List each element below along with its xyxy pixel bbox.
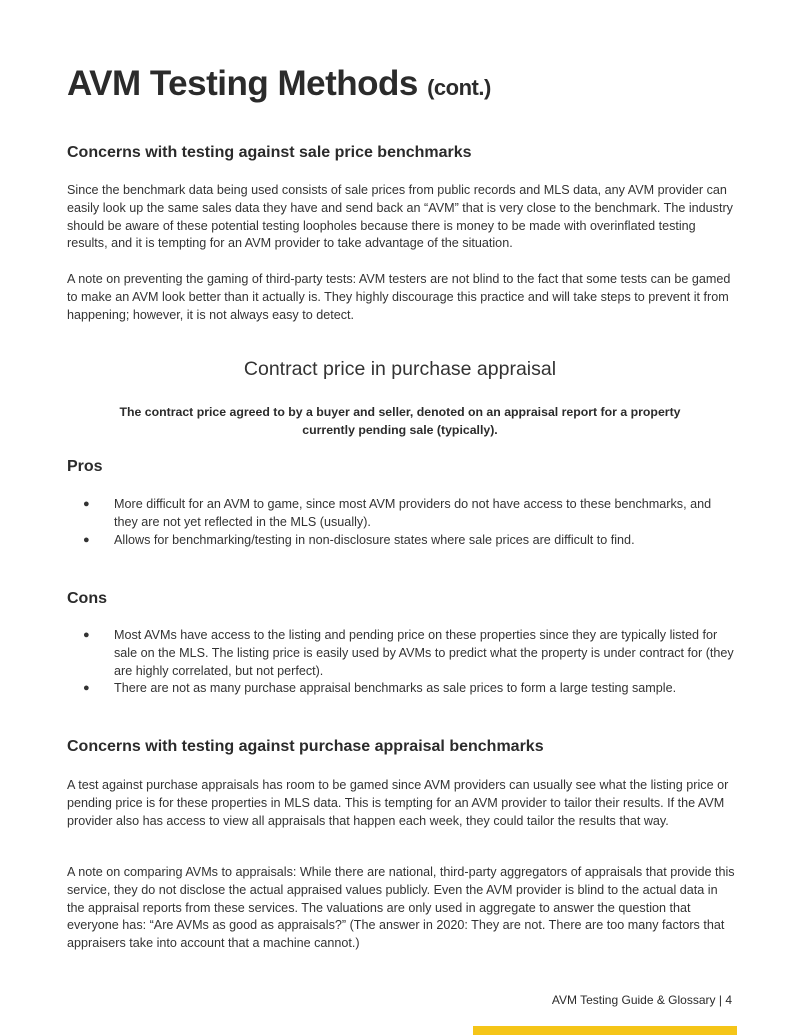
bullet-icon: ● — [83, 682, 90, 695]
cons-item-2-text: There are not as many purchase appraisal benchmarks as sale prices to form a large testing sample. — [114, 681, 677, 696]
contract-price-title: Contract price in purchase appraisal — [243, 358, 557, 380]
cons-heading: Cons — [67, 590, 107, 607]
sale-price-concerns-paragraph-2: A note on preventing the gaming of third-party tests: AVM testers are not blind to the fact that some tests can be gamed to make an AVM look better than it actually is. They highly discourage this practice and will take steps to prevent it from happening; however, it is not always easy to detect. — [67, 272, 731, 322]
pros-heading: Pros — [67, 458, 103, 475]
sale-price-concerns-paragraph-1: Since the benchmark data being used consists of sale prices from public records and MLS data, any AVM provider can easily look up the same sales data they have and send back an “AVM” that is very close to the benchmark. The industry should be aware of these potential testing loopholes because there is money to be made with overinflated testing results, and it is tempting for an AVM provider to take advantage of the situation. — [67, 183, 733, 251]
appraisal-concerns-heading: Concerns with testing against purchase appraisal benchmarks — [67, 738, 544, 755]
appraisal-concerns-paragraph-2: A note on comparing AVMs to appraisals: While there are national, third-party aggregators of appraisals that provide this service, they do not disclose the actual appraised values publicly. Even the AVM provider is blind to the actual data in the appraisal reports from these services. The valuations are only used in aggregate to answer the question that everyone has: “Are AVMs as good as appraisals?” (The answer in 2020: They are not. There are too many factors that appraisers take into account that a machine cannot.) — [67, 865, 735, 951]
bullet-icon: ● — [83, 533, 90, 546]
cons-item-1-text: Most AVMs have access to the listing and pending price on these properties since they are typically listed for sale on the MLS. The listing price is easily used by AVMs to predict what the property is under contract for (they are highly correlated, but not perfect). — [114, 628, 734, 678]
bullet-icon: ● — [83, 629, 90, 641]
pros-list — [67, 496, 737, 549]
list-item — [67, 680, 737, 698]
page-title — [67, 64, 491, 104]
appraisal-concerns-paragraph-1: A test against purchase appraisals has room to be gamed since AVM providers can usually see what the listing price or pending price is for these properties in MLS data. This is tempting for an AVM provider to tailor their results. If the AVM provider also has access to view all appraisals that happen each week, they could tailor the results that way. — [67, 778, 729, 828]
contract-price-definition: The contract price agreed to by a buyer and seller, denoted on an appraisal report for a property currently pending sale (typically). — [119, 405, 681, 437]
page-title-main: AVM Testing Methods — [67, 64, 418, 103]
cons-list — [67, 627, 737, 698]
list-item — [67, 496, 737, 532]
page-title-suffix: (cont.) — [427, 75, 491, 100]
list-item — [67, 532, 737, 550]
bullet-icon: ● — [83, 498, 90, 510]
footer-accent-bar — [473, 1026, 737, 1035]
list-item — [67, 627, 737, 680]
pros-item-2-text: Allows for benchmarking/testing in non-disclosure states where sale prices are difficult to find. — [114, 532, 635, 547]
pros-item-1-text: More difficult for an AVM to game, since most AVM providers do not have access to these benchmarks, and they are not yet reflected in the MLS (usually). — [114, 497, 712, 529]
page-footer: AVM Testing Guide & Glossary | 4 — [551, 993, 732, 1007]
sale-price-concerns-heading: Concerns with testing against sale price benchmarks — [67, 144, 472, 161]
